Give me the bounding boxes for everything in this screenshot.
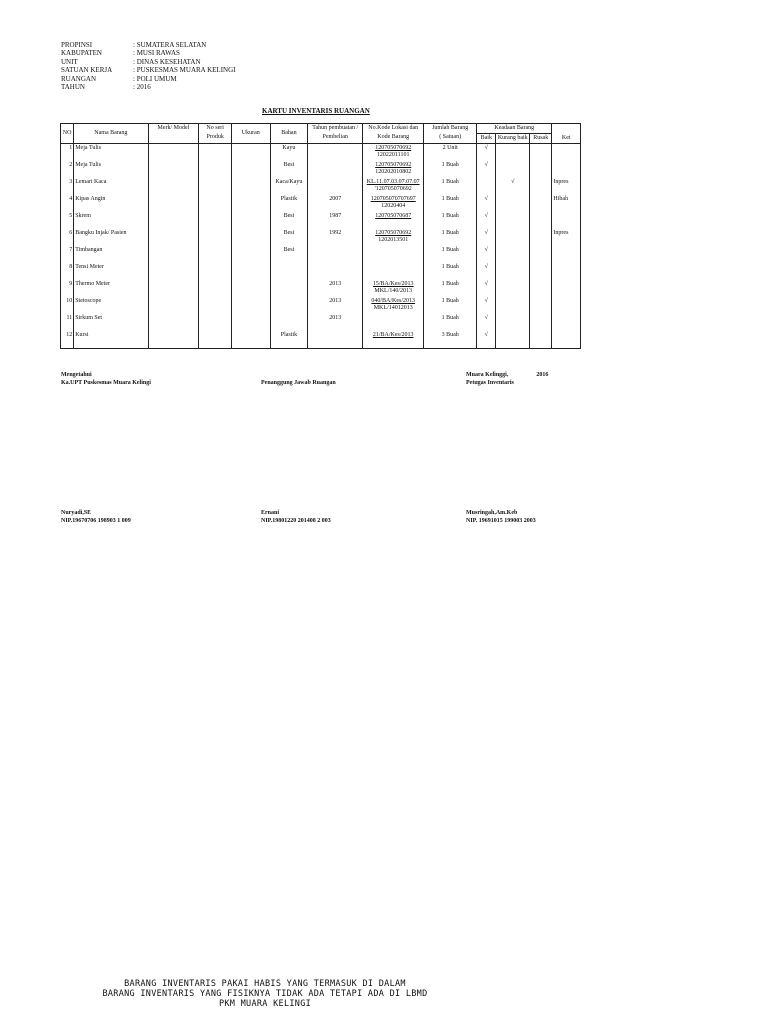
cell-nama-barang: Meja Tulis bbox=[74, 161, 148, 178]
cell-kurang-baik bbox=[496, 314, 530, 331]
cell-kode-line2: 1202013501 bbox=[378, 237, 409, 243]
cell-jumlah: 1 Buah bbox=[424, 212, 477, 229]
cell-rusak bbox=[530, 229, 552, 246]
column-header-kode-line2: Kode Barang bbox=[377, 134, 410, 140]
cell-kode-line1: 120705070707697 bbox=[370, 196, 416, 202]
cell-nama-barang: Skrem bbox=[74, 212, 148, 229]
cell-bahan: Plastik bbox=[270, 331, 308, 349]
cell-rusak bbox=[530, 144, 552, 162]
table-row bbox=[61, 144, 581, 162]
signature-left-bottom bbox=[61, 509, 131, 525]
signer-name: Ernani bbox=[261, 510, 280, 516]
cell-ket: Hibah bbox=[552, 195, 581, 212]
cell-bahan bbox=[270, 280, 308, 297]
cell-ukuran bbox=[231, 331, 270, 349]
cell-nama-barang: Timbangan bbox=[74, 246, 148, 263]
signer-name: Nuryadi,SE bbox=[61, 510, 92, 516]
cell-rusak bbox=[530, 263, 552, 280]
signer-name: Musringah,Am.Keb bbox=[466, 510, 518, 516]
cell-tahun bbox=[308, 263, 363, 280]
cell-baik: √ bbox=[477, 144, 496, 162]
cell-merk bbox=[148, 178, 199, 195]
signature-right-place: Muara Kelinggi, bbox=[466, 372, 509, 378]
cell-kurang-baik bbox=[496, 212, 530, 229]
signer-nip: NIP.19801220 201408 2 003 bbox=[261, 518, 331, 524]
header-row-ruangan bbox=[61, 75, 235, 83]
cell-baik: √ bbox=[477, 229, 496, 246]
cell-kurang-baik bbox=[496, 297, 530, 314]
cell-kode bbox=[363, 212, 424, 229]
cell-baik: √ bbox=[477, 297, 496, 314]
cell-rusak bbox=[530, 280, 552, 297]
cell-jumlah: 1 Buah bbox=[424, 161, 477, 178]
signature-left-line1: Mengetahui bbox=[61, 372, 92, 378]
cell-no: 3 bbox=[61, 178, 74, 195]
inventory-table bbox=[60, 123, 581, 349]
cell-tahun bbox=[308, 161, 363, 178]
cell-nama-barang: Bangku Injak/ Pasien bbox=[74, 229, 148, 246]
cell-kode-line2: MKL/140/2013 bbox=[374, 288, 413, 294]
cell-kode bbox=[363, 195, 424, 212]
column-header-kode bbox=[363, 124, 424, 144]
cell-merk bbox=[148, 331, 199, 349]
cell-baik: √ bbox=[477, 246, 496, 263]
header-label: RUANGAN bbox=[61, 74, 96, 83]
cell-kode-line2: 12020404 bbox=[381, 203, 406, 209]
cell-ket bbox=[552, 161, 581, 178]
cell-baik bbox=[477, 178, 496, 195]
cell-kode bbox=[363, 144, 424, 162]
cell-tahun: 2013 bbox=[308, 314, 363, 331]
cell-kurang-baik bbox=[496, 229, 530, 246]
column-header-tahun-line2: Pembelian bbox=[322, 134, 348, 140]
header-row-unit bbox=[61, 58, 235, 66]
header-label: UNIT bbox=[61, 57, 78, 66]
cell-kode-line2: 12022011101 bbox=[376, 152, 410, 158]
cell-ukuran bbox=[231, 212, 270, 229]
column-header-keadaan: Keadaan Barang bbox=[477, 124, 552, 134]
cell-kurang-baik bbox=[496, 331, 530, 349]
cell-nama-barang: Thermo Meter bbox=[74, 280, 148, 297]
cell-no: 5 bbox=[61, 212, 74, 229]
cell-merk bbox=[148, 161, 199, 178]
cell-ket: Inpres bbox=[552, 178, 581, 195]
cell-no-seri bbox=[199, 297, 232, 314]
column-header-kode-line1: No.Kode Lokasi dan bbox=[368, 125, 419, 131]
footer-line-3: PKM MUARA KELINGI bbox=[218, 999, 312, 1009]
cell-kode bbox=[363, 263, 424, 280]
cell-tahun: 1987 bbox=[308, 212, 363, 229]
header-row-propinsi bbox=[61, 41, 235, 49]
signature-right-top bbox=[466, 371, 548, 387]
document-title: KARTU INVENTARIS RUANGAN bbox=[262, 107, 370, 115]
cell-ket bbox=[552, 314, 581, 331]
cell-kurang-baik bbox=[496, 195, 530, 212]
cell-ukuran bbox=[231, 246, 270, 263]
cell-no-seri bbox=[199, 161, 232, 178]
header-value: : 2016 bbox=[133, 83, 151, 92]
cell-tahun bbox=[308, 246, 363, 263]
cell-rusak bbox=[530, 212, 552, 229]
column-header-nama: Nama Barang bbox=[74, 124, 148, 144]
footer-note bbox=[0, 979, 530, 1009]
cell-baik: √ bbox=[477, 314, 496, 331]
cell-no: 4 bbox=[61, 195, 74, 212]
cell-kode-line1: 040/BA/Kes/2013 bbox=[371, 298, 416, 304]
cell-tahun: 1992 bbox=[308, 229, 363, 246]
cell-ket bbox=[552, 263, 581, 280]
cell-tahun bbox=[308, 144, 363, 162]
table-row bbox=[61, 212, 581, 229]
column-header-merk: Merk/ Model bbox=[148, 124, 199, 144]
cell-no-seri bbox=[199, 331, 232, 349]
table-row bbox=[61, 246, 581, 263]
column-header-bahan: Bahan bbox=[270, 124, 308, 144]
cell-kode-line1: 120705070687 bbox=[375, 213, 412, 219]
cell-no: 12 bbox=[61, 331, 74, 349]
header-row-satuan-kerja bbox=[61, 66, 235, 74]
cell-jumlah: 3 Buah bbox=[424, 331, 477, 349]
cell-no-seri bbox=[199, 263, 232, 280]
cell-jumlah: 1 Buah bbox=[424, 178, 477, 195]
document-header bbox=[61, 41, 235, 91]
cell-kurang-baik bbox=[496, 161, 530, 178]
cell-merk bbox=[148, 144, 199, 162]
column-header-tahun bbox=[308, 124, 363, 144]
cell-kode bbox=[363, 161, 424, 178]
cell-nama-barang: Kursi bbox=[74, 331, 148, 349]
column-header-no: NO bbox=[61, 124, 74, 144]
signature-middle-bottom bbox=[261, 509, 331, 525]
cell-kode bbox=[363, 178, 424, 195]
cell-kode bbox=[363, 229, 424, 246]
cell-ukuran bbox=[231, 263, 270, 280]
cell-no-seri bbox=[199, 246, 232, 263]
table-row bbox=[61, 229, 581, 246]
cell-nama-barang: Lemari Kaca bbox=[74, 178, 148, 195]
column-header-rusak: Rusak bbox=[530, 134, 552, 144]
signature-middle-line1: Penanggung Jawab Ruangan bbox=[261, 380, 336, 386]
cell-bahan: Plastik bbox=[270, 195, 308, 212]
cell-no-seri bbox=[199, 280, 232, 297]
cell-no: 9 bbox=[61, 280, 74, 297]
cell-kurang-baik: √ bbox=[496, 178, 530, 195]
cell-baik: √ bbox=[477, 195, 496, 212]
cell-no-seri bbox=[199, 229, 232, 246]
cell-bahan: Kaca/Kayu bbox=[270, 178, 308, 195]
header-label: KABUPATEN bbox=[61, 49, 102, 58]
cell-kode-line1: KL.11.07.03.07.07.07 bbox=[366, 179, 420, 185]
column-header-kurang-baik: Kurang baik bbox=[496, 134, 530, 144]
cell-tahun bbox=[308, 331, 363, 349]
cell-rusak bbox=[530, 195, 552, 212]
cell-no: 10 bbox=[61, 297, 74, 314]
table-body bbox=[61, 144, 581, 349]
cell-ukuran bbox=[231, 178, 270, 195]
cell-kode-line1: 120705070692 bbox=[375, 230, 412, 236]
signature-right-year: 2016 bbox=[536, 372, 549, 378]
cell-merk bbox=[148, 263, 199, 280]
cell-jumlah: 1 Buah bbox=[424, 280, 477, 297]
column-header-noseri bbox=[199, 124, 232, 144]
cell-kode-line1: 21/BA/Kes/2013 bbox=[372, 332, 414, 338]
cell-kurang-baik bbox=[496, 246, 530, 263]
cell-ket bbox=[552, 280, 581, 297]
cell-ukuran bbox=[231, 280, 270, 297]
cell-merk bbox=[148, 280, 199, 297]
cell-no-seri bbox=[199, 195, 232, 212]
cell-jumlah: 2 Unit bbox=[424, 144, 477, 162]
cell-no-seri bbox=[199, 178, 232, 195]
cell-rusak bbox=[530, 314, 552, 331]
table-header-row bbox=[61, 124, 581, 134]
cell-ukuran bbox=[231, 314, 270, 331]
signer-nip: NIP. 19691015 199003 2003 bbox=[466, 518, 536, 524]
cell-nama-barang: Stetoscope bbox=[74, 297, 148, 314]
cell-nama-barang: Sirkum Set bbox=[74, 314, 148, 331]
table-row bbox=[61, 178, 581, 195]
table-row bbox=[61, 161, 581, 178]
cell-nama-barang: Kipas Angin bbox=[74, 195, 148, 212]
header-label: TAHUN bbox=[61, 83, 85, 92]
cell-merk bbox=[148, 229, 199, 246]
cell-bahan: Besi bbox=[270, 161, 308, 178]
cell-baik: √ bbox=[477, 280, 496, 297]
cell-kode bbox=[363, 297, 424, 314]
cell-tahun: 2007 bbox=[308, 195, 363, 212]
cell-kurang-baik bbox=[496, 263, 530, 280]
signer-nip: NIP.19670706 198903 1 009 bbox=[61, 518, 131, 524]
cell-bahan bbox=[270, 314, 308, 331]
cell-merk bbox=[148, 212, 199, 229]
cell-ukuran bbox=[231, 297, 270, 314]
table-row bbox=[61, 263, 581, 280]
table-row bbox=[61, 195, 581, 212]
cell-ket: Inpres bbox=[552, 229, 581, 246]
column-header-ket: Ket bbox=[552, 124, 581, 144]
header-value: : SUMATERA SELATAN bbox=[133, 41, 207, 49]
signature-right-place-row bbox=[466, 371, 548, 379]
column-header-jumlah-line1: Jumlah Barang bbox=[432, 125, 469, 131]
signature-middle-top bbox=[261, 379, 336, 387]
cell-no-seri bbox=[199, 212, 232, 229]
cell-kode-line1: 15/BA/Kes/2013 bbox=[372, 281, 414, 287]
footer-line-1: BARANG INVENTARIS PAKAI HABIS YANG TERMASUK DI DALAM bbox=[124, 979, 406, 989]
cell-no: 2 bbox=[61, 161, 74, 178]
header-value: : MUSI RAWAS bbox=[133, 49, 180, 58]
cell-no: 7 bbox=[61, 246, 74, 263]
footer-line-2: BARANG INVENTARIS YANG FISIKNYA TIDAK ADA TETAPI ADA DI LBMD bbox=[102, 989, 428, 999]
cell-merk bbox=[148, 297, 199, 314]
cell-kode-line1: 120705070692 bbox=[375, 162, 412, 168]
cell-jumlah: 1 Buah bbox=[424, 263, 477, 280]
cell-kode bbox=[363, 331, 424, 349]
cell-kode bbox=[363, 246, 424, 263]
header-value: : PUSKESMAS MUARA KELINGI bbox=[133, 66, 236, 75]
cell-rusak bbox=[530, 246, 552, 263]
cell-no: 6 bbox=[61, 229, 74, 246]
cell-kode bbox=[363, 314, 424, 331]
cell-ket bbox=[552, 331, 581, 349]
cell-kode bbox=[363, 280, 424, 297]
cell-kode-line2: MKL/14012013 bbox=[373, 305, 413, 311]
cell-merk bbox=[148, 195, 199, 212]
cell-nama-barang: Meja Tulis bbox=[74, 144, 148, 162]
column-header-tahun-line1: Tahun pembuatan / bbox=[312, 125, 359, 131]
table-row bbox=[61, 314, 581, 331]
header-row-kabupaten bbox=[61, 49, 235, 57]
cell-ket bbox=[552, 212, 581, 229]
cell-no-seri bbox=[199, 314, 232, 331]
cell-bahan: Besi bbox=[270, 246, 308, 263]
cell-tahun: 2013 bbox=[308, 297, 363, 314]
cell-baik: √ bbox=[477, 331, 496, 349]
signature-left-top bbox=[61, 371, 151, 387]
cell-bahan: Kayu bbox=[270, 144, 308, 162]
cell-tahun: 2013 bbox=[308, 280, 363, 297]
header-row-tahun bbox=[61, 83, 235, 91]
cell-jumlah: 1 Buah bbox=[424, 297, 477, 314]
cell-bahan: Besi bbox=[270, 229, 308, 246]
cell-no: 1 bbox=[61, 144, 74, 162]
table-row bbox=[61, 297, 581, 314]
cell-tahun bbox=[308, 178, 363, 195]
cell-ket bbox=[552, 246, 581, 263]
header-value: : POLI UMUM bbox=[133, 74, 177, 83]
cell-jumlah: 1 Buah bbox=[424, 246, 477, 263]
cell-no: 8 bbox=[61, 263, 74, 280]
cell-rusak bbox=[530, 178, 552, 195]
cell-ket bbox=[552, 144, 581, 162]
table-row bbox=[61, 331, 581, 349]
column-header-jumlah bbox=[424, 124, 477, 144]
cell-bahan bbox=[270, 297, 308, 314]
cell-ukuran bbox=[231, 195, 270, 212]
cell-rusak bbox=[530, 297, 552, 314]
cell-ukuran bbox=[231, 229, 270, 246]
cell-kode-line1: 120705070692 bbox=[375, 145, 412, 151]
cell-jumlah: 1 Buah bbox=[424, 314, 477, 331]
column-header-ukuran: Ukuran bbox=[231, 124, 270, 144]
cell-ukuran bbox=[231, 161, 270, 178]
column-header-noseri-line1: No seri bbox=[206, 125, 224, 131]
cell-nama-barang: Tensi Meter bbox=[74, 263, 148, 280]
cell-baik: √ bbox=[477, 212, 496, 229]
cell-no: 11 bbox=[61, 314, 74, 331]
cell-jumlah: 1 Buah bbox=[424, 195, 477, 212]
cell-ukuran bbox=[231, 144, 270, 162]
cell-kode-line2: '120705070692 bbox=[374, 186, 412, 192]
cell-rusak bbox=[530, 161, 552, 178]
cell-kurang-baik bbox=[496, 144, 530, 162]
cell-merk bbox=[148, 246, 199, 263]
header-label: SATUAN KERJA bbox=[61, 66, 113, 75]
column-header-baik: Baik bbox=[477, 134, 496, 144]
header-label: PROPINSI bbox=[61, 41, 93, 49]
table-row bbox=[61, 280, 581, 297]
signature-right-bottom bbox=[466, 509, 536, 525]
cell-kurang-baik bbox=[496, 280, 530, 297]
cell-bahan: Besi bbox=[270, 212, 308, 229]
cell-kode-line2: 120202010802 bbox=[375, 169, 412, 175]
cell-bahan bbox=[270, 263, 308, 280]
cell-rusak bbox=[530, 331, 552, 349]
cell-no-seri bbox=[199, 144, 232, 162]
signature-left-line2: Ka.UPT Puskesmas Muara Kelingi bbox=[61, 380, 151, 386]
cell-baik: √ bbox=[477, 161, 496, 178]
cell-baik: √ bbox=[477, 263, 496, 280]
cell-merk bbox=[148, 314, 199, 331]
cell-jumlah: 1 Buah bbox=[424, 229, 477, 246]
column-header-noseri-line2: Produk bbox=[206, 134, 224, 140]
column-header-jumlah-line2: ( Satuan) bbox=[439, 134, 462, 140]
header-value: : DINAS KESEHATAN bbox=[133, 57, 201, 66]
cell-ket bbox=[552, 297, 581, 314]
signature-right-line2: Petugas Inventaris bbox=[466, 380, 514, 386]
